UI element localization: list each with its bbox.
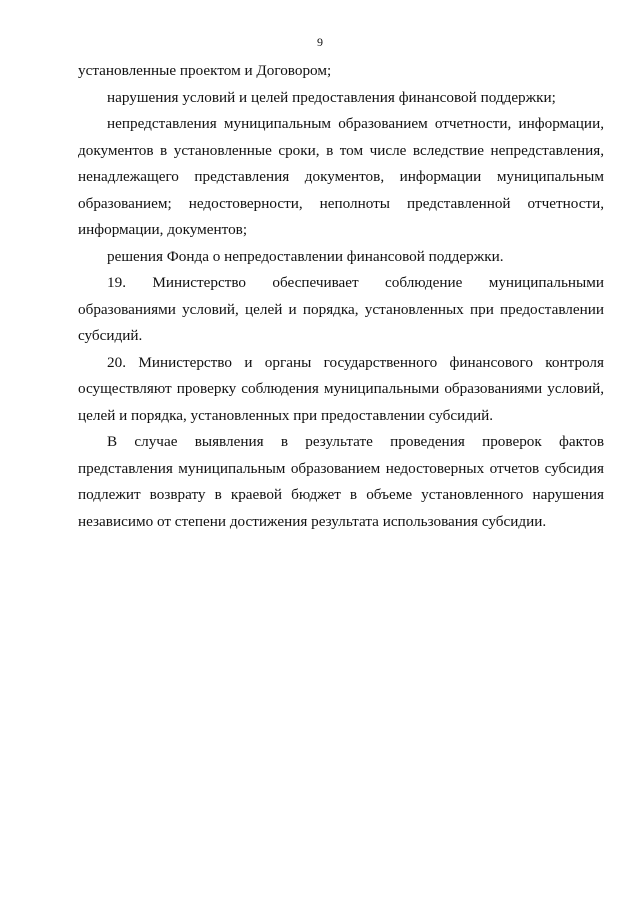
paragraph-fund-decision: решения Фонда о непредоставлении финансовой поддержки. — [107, 247, 504, 265]
paragraph-nonsubmission-reports: непредставления муниципальным образованием отчетности, информации, документов в установленные сроки, в том числе вследствие непредставления, ненадлежащего представления документов, информации муниципальным образованием; недостоверности, неполноты представленной отчетности, информации, документов; — [78, 115, 604, 238]
paragraph-clause-20: 20. Министерство и органы государственного финансового контроля осуществляют проверку соблюдения муниципальными образованиями условий, целей и порядка, установленных при предоставлении субсидий. — [78, 353, 604, 424]
document-body — [78, 58, 604, 535]
page-number: 9 — [317, 35, 323, 49]
paragraph-clause-19: 19. Министерство обеспечивает соблюдение муниципальными образованиями условий, целей и порядка, установленных при предоставлении субсидий. — [78, 274, 604, 344]
paragraph-refund-case: В случае выявления в результате проведения проверок фактов представления муниципальным образованием недостоверных отчетов субсидия подлежит возврату в краевой бюджет в объеме установленного нарушения независимо от степени достижения результата использования субсидии. — [78, 433, 604, 530]
paragraph-continuation: установленные проектом и Договором; — [78, 62, 332, 79]
paragraph-violation-conditions: нарушения условий и целей предоставления финансовой поддержки; — [107, 88, 556, 106]
